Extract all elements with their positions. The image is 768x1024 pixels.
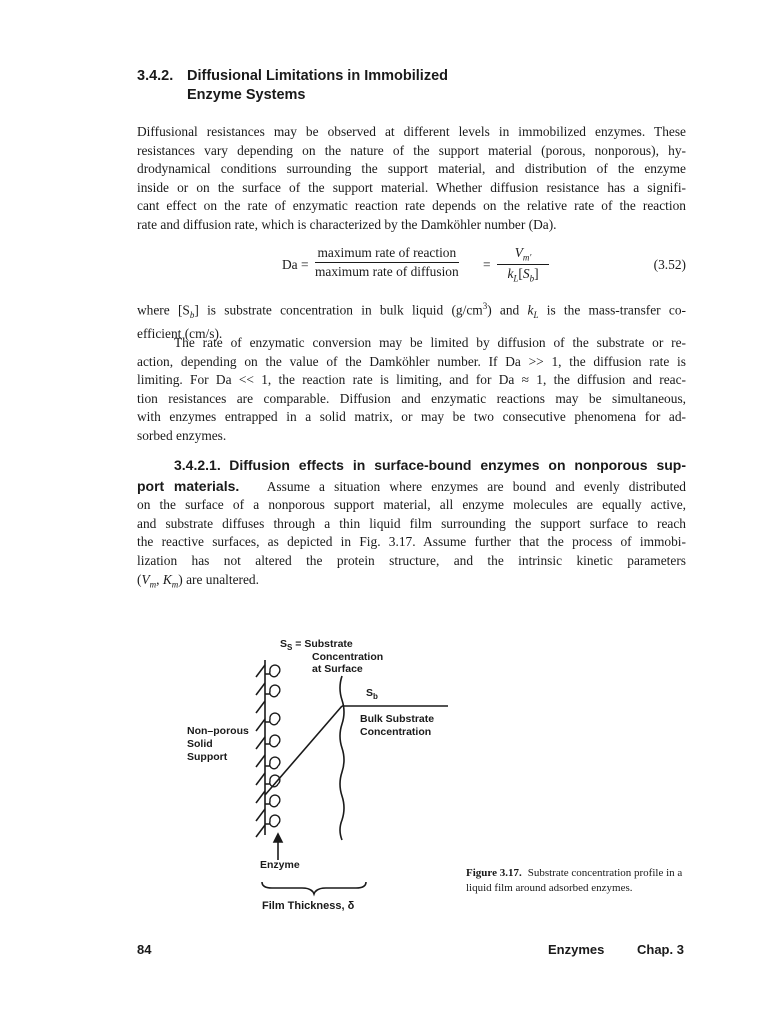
page-number: 84: [137, 942, 152, 957]
text-line: efficient (cm/s).: [137, 325, 223, 341]
text-line: limiting. For Da << 1, the reaction rate is limiting, and for Da ≈ 1, the diffusion and reac-: [137, 372, 686, 388]
text-line: inside or on the surface of the support material. Whether diffusion resistance has a signifi-: [137, 179, 686, 195]
text-line: cant effect on the rate of enzymatic reaction rate depends on the relative rate of the reaction: [137, 198, 686, 214]
text-line: and substrate diffuses through a thin liquid film surrounding the support surface to reach: [137, 515, 686, 531]
figure-caption: [466, 866, 688, 896]
sb-label: $S_b$: [366, 687, 378, 702]
film-thickness-label: Film Thickness, δ: [262, 900, 355, 912]
paragraph-3: [137, 334, 686, 446]
support-label-line3: Support: [187, 751, 228, 763]
text-line: port materials. Assume a situation where enzymes are bound and evenly distributed: [137, 477, 686, 494]
equation-kl-sb: $k_L[S_b]$: [507, 265, 539, 284]
bulk-label-line2: Concentration: [360, 726, 432, 738]
figure-3-17: [170, 630, 470, 920]
text-line: tion resistances are comparable. Diffusion and enzymatic reactions may be simultaneous,: [137, 390, 686, 406]
enzyme-label: Enzyme: [260, 859, 300, 871]
text-line: The rate of enzymatic conversion may be limited by diffusion of the substrate or re-: [174, 335, 686, 350]
support-label-line1: Non–porous: [187, 725, 249, 737]
text-line: where $[S_b]$ is substrate concentration in bulk liquid $(g/cm^3)$ and $k_L$ is the mass-transfer co-: [137, 301, 686, 321]
text-line: the reactive surfaces, as depicted in Fig. 3.17. Assume further that the process of immobi-: [137, 534, 686, 550]
subsection-heading-line: 3.4.2.1. Diffusion effects in surface-bound enzymes on nonporous sup-: [174, 457, 686, 473]
equation-lhs: Da =: [282, 257, 309, 272]
text-line: resistances vary depending on the nature of the support material (porous, nonporous), hy-: [137, 142, 686, 158]
text-line: sorbed enzymes.: [137, 427, 227, 443]
enzyme-molecules: [265, 665, 280, 827]
figure-caption-text: Substrate concentration profile in a liquid film around adsorbed enzymes.: [466, 867, 683, 894]
equation-denominator: maximum rate of diffusion: [315, 264, 459, 279]
equation-3-52: [137, 245, 686, 285]
text-line: action, depending on the value of the Damköhler number. If Da >> 1, the diffusion rate is: [137, 353, 686, 369]
text-line: on the surface of a nonporous support material, all enzyme molecules are equally active,: [137, 497, 686, 513]
equation-vm: $V_{m'}$: [497, 245, 549, 265]
support-hatching: [256, 665, 265, 837]
figure-number: Figure 3.17.: [466, 867, 522, 879]
equation-equals: =: [483, 257, 491, 272]
text-line: drodynamical conditions surrounding the support material, and distribution of the enzyme: [137, 161, 686, 177]
bulk-label-line1: Bulk Substrate: [360, 713, 435, 725]
equation-fraction-kinetic: [497, 245, 549, 283]
paragraph-1: [137, 123, 686, 235]
ss-label: $S_S$ = Substrate: [280, 638, 353, 653]
equation-numerator: maximum rate of reaction: [315, 245, 459, 263]
text-line: lization has not altered the protein structure, and the intrinsic kinetic parameters: [137, 552, 686, 568]
chapter-name: Enzymes: [548, 942, 605, 957]
text-line: Diffusional resistances may be observed at different levels in immobilized enzymes. These: [137, 124, 686, 139]
text-line: rate and diffusion rate, which is characterized by the Damköhler number (Da).: [137, 216, 557, 232]
text-line: with enzymes entrapped in a solid matrix, or may be two consecutive phenomena for ad-: [137, 409, 686, 425]
chapter-number: Chap. 3: [637, 942, 684, 957]
concentration-gradient-line: [265, 706, 342, 795]
film-thickness-brace: [262, 882, 366, 894]
text-line: ($V_m$, $K_m$) are unaltered.: [137, 571, 259, 590]
section-title-line2: Enzyme Systems: [187, 87, 306, 103]
equation-label: (3.52): [653, 257, 686, 272]
section-number: 3.4.2.: [137, 68, 174, 84]
section-title-line1: Diffusional Limitations in Immobilized: [187, 68, 449, 84]
support-label-line2: Solid: [187, 738, 213, 750]
enzyme-arrowhead: [274, 834, 282, 842]
subsection-paragraph: [137, 456, 686, 594]
ss-label-line3: at Surface: [312, 663, 363, 675]
section-heading: [137, 67, 448, 105]
ss-label-line2: Concentration: [312, 651, 384, 663]
equation-fraction-rates: [315, 245, 459, 280]
film-boundary-wavy-line: [340, 676, 344, 840]
